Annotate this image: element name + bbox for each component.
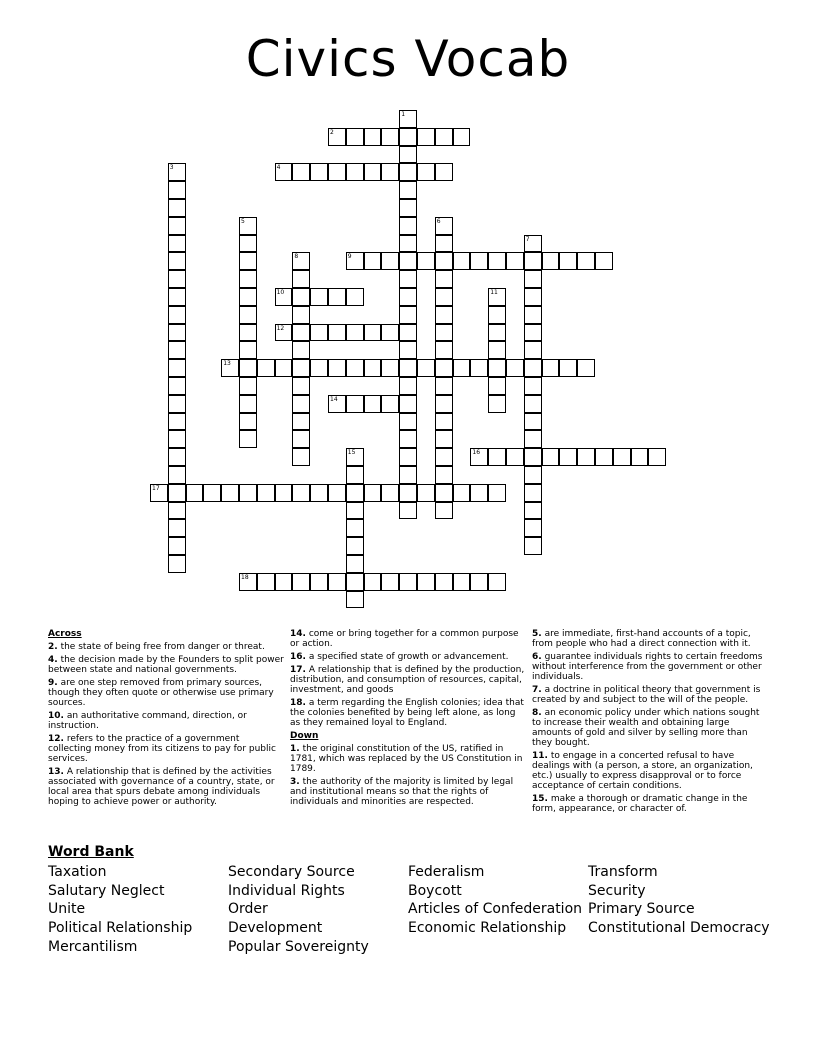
crossword-cell[interactable]	[168, 181, 186, 199]
cell-number: 18	[241, 573, 249, 581]
cell-number: 14	[330, 395, 338, 403]
crossword-cell[interactable]	[310, 573, 328, 591]
crossword-cell[interactable]	[292, 359, 310, 377]
page-title: Civics Vocab	[245, 30, 571, 88]
crossword-cell[interactable]	[346, 555, 364, 573]
crossword-cell[interactable]	[399, 484, 417, 502]
crossword-cell[interactable]	[399, 341, 417, 359]
cell-number: 12	[276, 324, 285, 332]
crossword-cell[interactable]	[168, 377, 186, 395]
crossword-cell[interactable]	[417, 484, 435, 502]
crossword-cell[interactable]	[239, 484, 257, 502]
crossword-cell[interactable]	[435, 306, 453, 324]
crossword-cell[interactable]	[399, 502, 417, 520]
crossword-cell[interactable]	[346, 573, 364, 591]
crossword-cell[interactable]	[577, 252, 595, 270]
crossword-cell[interactable]	[435, 359, 453, 377]
word-bank-item: Primary Source	[588, 901, 695, 917]
crossword-cell[interactable]	[435, 270, 453, 288]
crossword-cell[interactable]	[453, 359, 471, 377]
crossword-cell[interactable]	[399, 466, 417, 484]
crossword-cell[interactable]	[470, 573, 488, 591]
crossword-cell[interactable]	[292, 448, 310, 466]
crossword-cell[interactable]	[488, 359, 506, 377]
crossword-cell[interactable]	[364, 359, 382, 377]
crossword-cell[interactable]	[346, 537, 364, 555]
crossword-cell[interactable]	[168, 484, 186, 502]
crossword-cell[interactable]	[435, 377, 453, 395]
cell-number: 17	[152, 484, 160, 492]
clue-across-18: 18. a term regarding the English colonies; idea that the colonies benefited by being left alone, as long as they remained loyal to England.	[290, 698, 524, 728]
crossword-cell[interactable]	[168, 448, 186, 466]
crossword-cell[interactable]	[399, 163, 417, 181]
crossword-cell[interactable]	[399, 395, 417, 413]
cell-number: 15	[347, 449, 356, 457]
crossword-cell[interactable]	[275, 359, 293, 377]
crossword-cell[interactable]	[524, 359, 542, 377]
crossword-cell[interactable]	[524, 448, 542, 466]
crossword-cell[interactable]	[239, 324, 257, 342]
crossword-cell[interactable]	[399, 359, 417, 377]
crossword-cell[interactable]	[364, 484, 382, 502]
crossword-cell[interactable]	[346, 324, 364, 342]
crossword-cell[interactable]	[524, 502, 542, 520]
cell-number: 1	[401, 111, 406, 118]
word-bank-item: Articles of Confederation	[408, 901, 583, 917]
crossword-cell[interactable]	[364, 252, 382, 270]
crossword-cell[interactable]	[524, 288, 542, 306]
crossword-cell[interactable]	[346, 519, 364, 537]
cell-number: 5	[241, 217, 245, 225]
crossword-cell[interactable]	[381, 252, 399, 270]
crossword-cell[interactable]	[328, 573, 346, 591]
crossword-cell[interactable]	[524, 466, 542, 484]
word-bank-item: Political Relationship	[48, 920, 193, 936]
crossword-cell[interactable]	[488, 484, 506, 502]
crossword-cell[interactable]	[435, 288, 453, 306]
crossword-cell[interactable]	[292, 163, 310, 181]
crossword-cell[interactable]	[168, 252, 186, 270]
crossword-cell[interactable]	[435, 484, 453, 502]
crossword-cell[interactable]	[364, 128, 382, 146]
crossword-cell[interactable]	[488, 395, 506, 413]
crossword-cell[interactable]	[435, 502, 453, 520]
crossword-cell[interactable]	[417, 163, 435, 181]
crossword-cell[interactable]	[399, 430, 417, 448]
crossword-cell[interactable]	[168, 555, 186, 573]
crossword-cell[interactable]	[239, 395, 257, 413]
word-bank-item: Salutary Neglect	[48, 883, 165, 899]
crossword-cell[interactable]	[310, 288, 328, 306]
crossword-cell[interactable]	[168, 413, 186, 431]
crossword-cell[interactable]	[470, 252, 488, 270]
crossword-cell[interactable]	[346, 163, 364, 181]
crossword-cell[interactable]	[453, 573, 471, 591]
crossword-cell[interactable]	[435, 413, 453, 431]
crossword-cell[interactable]	[168, 288, 186, 306]
crossword-cell[interactable]	[239, 359, 257, 377]
crossword-cell[interactable]	[381, 359, 399, 377]
crossword-cell[interactable]	[168, 430, 186, 448]
crossword-cell[interactable]	[488, 573, 506, 591]
crossword-cell[interactable]	[239, 430, 257, 448]
clues-column-2	[290, 629, 528, 810]
word-bank-item: Order	[228, 901, 268, 917]
crossword-cell[interactable]	[381, 573, 399, 591]
crossword-cell[interactable]	[577, 359, 595, 377]
crossword-cell[interactable]	[168, 341, 186, 359]
crossword-cell[interactable]	[506, 252, 524, 270]
crossword-cell[interactable]	[488, 252, 506, 270]
crossword-cell[interactable]	[524, 270, 542, 288]
cell-number: 7	[525, 235, 530, 243]
crossword-cell[interactable]	[559, 448, 577, 466]
clue-down-6: 6. guarantee individuals rights to certain freedoms without interference from the government or other individuals.	[532, 652, 763, 682]
crossword-cell[interactable]	[292, 395, 310, 413]
crossword-cell[interactable]	[257, 573, 275, 591]
cell-number: 8	[294, 253, 299, 261]
across-header: Across	[48, 629, 82, 639]
crossword-cell[interactable]	[435, 395, 453, 413]
crossword-cell[interactable]	[257, 359, 275, 377]
word-bank-item: Security	[588, 883, 646, 899]
crossword-cell[interactable]	[364, 395, 382, 413]
crossword-cell[interactable]	[168, 395, 186, 413]
crossword-cell[interactable]	[292, 324, 310, 342]
crossword-cell[interactable]	[399, 270, 417, 288]
crossword-cell[interactable]	[559, 252, 577, 270]
crossword-cell[interactable]	[292, 430, 310, 448]
cell-number: 16	[472, 449, 481, 457]
crossword-cell[interactable]	[417, 573, 435, 591]
crossword-cell[interactable]	[524, 537, 542, 555]
down-header: Down	[290, 731, 319, 741]
crossword-cell[interactable]	[168, 324, 186, 342]
word-bank-item: Taxation	[48, 864, 107, 880]
word-bank-item: Mercantilism	[48, 939, 138, 955]
crossword-cell[interactable]	[435, 163, 453, 181]
clue-across-9: 9. are one step removed from primary sources, though they often quote or otherwise use primary sources.	[48, 678, 274, 708]
crossword-cell[interactable]	[417, 359, 435, 377]
cell-number: 13	[223, 360, 231, 368]
crossword-cell[interactable]	[524, 413, 542, 431]
clue-across-2: 2. the state of being free from danger or threat.	[48, 642, 265, 652]
crossword-cell[interactable]	[506, 359, 524, 377]
clue-down-7: 7. a doctrine in political theory that government is created by and subject to the will of the people.	[532, 685, 761, 705]
crossword-cell[interactable]	[399, 199, 417, 217]
crossword-cell[interactable]	[381, 163, 399, 181]
crossword-cell[interactable]	[328, 324, 346, 342]
crossword-cell[interactable]	[346, 466, 364, 484]
crossword-cell[interactable]	[399, 146, 417, 164]
crossword-cell[interactable]	[542, 359, 560, 377]
crossword-cell[interactable]	[168, 306, 186, 324]
crossword-cell[interactable]	[364, 163, 382, 181]
crossword-cell[interactable]	[595, 252, 613, 270]
cell-number: 2	[330, 128, 334, 136]
crossword-cell[interactable]	[488, 448, 506, 466]
crossword-cell[interactable]	[364, 573, 382, 591]
crossword-cell[interactable]	[399, 324, 417, 342]
clue-down-3: 3. the authority of the majority is limited by legal and institutional means so that the rights of individuals and minorities are respected.	[290, 777, 514, 807]
word-bank-item: Boycott	[408, 883, 462, 899]
crossword-cell[interactable]	[435, 341, 453, 359]
crossword-cell[interactable]	[328, 484, 346, 502]
crossword-cell[interactable]	[524, 395, 542, 413]
crossword-cell[interactable]	[399, 252, 417, 270]
crossword-cell[interactable]	[239, 306, 257, 324]
crossword-cell[interactable]	[524, 306, 542, 324]
crossword-cell[interactable]	[239, 377, 257, 395]
cell-number: 11	[490, 289, 498, 296]
crossword-cell[interactable]	[488, 306, 506, 324]
crossword-cell[interactable]	[381, 395, 399, 413]
crossword-cell[interactable]	[399, 217, 417, 235]
crossword-cell[interactable]	[435, 324, 453, 342]
word-bank-item: Popular Sovereignty	[228, 939, 369, 955]
crossword-cell[interactable]	[168, 519, 186, 537]
crossword-cell[interactable]	[648, 448, 666, 466]
crossword-cell[interactable]	[417, 128, 435, 146]
crossword-cell[interactable]	[435, 448, 453, 466]
cell-number: 4	[276, 164, 281, 172]
word-bank-item: Federalism	[408, 864, 485, 880]
crossword-cell[interactable]	[328, 288, 346, 306]
crossword-cell[interactable]	[239, 413, 257, 431]
crossword-cell[interactable]	[346, 359, 364, 377]
crossword-cell[interactable]	[524, 377, 542, 395]
crossword-cell[interactable]	[310, 484, 328, 502]
crossword-cell[interactable]	[488, 324, 506, 342]
clue-down-15: 15. make a thorough or dramatic change in the form, appearance, or character of.	[532, 794, 748, 814]
crossword-cell[interactable]	[595, 448, 613, 466]
crossword-cell[interactable]	[292, 306, 310, 324]
crossword-cell[interactable]	[435, 573, 453, 591]
crossword-cell[interactable]	[364, 324, 382, 342]
crossword-cell[interactable]	[399, 235, 417, 253]
crossword-cell[interactable]	[435, 466, 453, 484]
crossword-cell[interactable]	[453, 252, 471, 270]
crossword-cell[interactable]	[239, 235, 257, 253]
crossword-cell[interactable]	[168, 235, 186, 253]
crossword-cell[interactable]	[168, 502, 186, 520]
word-bank-item: Unite	[48, 901, 86, 917]
crossword-cell[interactable]	[577, 448, 595, 466]
crossword-cell[interactable]	[275, 484, 293, 502]
crossword-cell[interactable]	[488, 377, 506, 395]
clue-across-13: 13. A relationship that is defined by the activities associated with governance of a country, state, or local area that spurs debate among individuals hoping to achieve power or authority.	[48, 767, 275, 807]
crossword-cell[interactable]	[168, 217, 186, 235]
crossword-cell[interactable]	[221, 484, 239, 502]
crossword-cell[interactable]	[310, 324, 328, 342]
crossword-cell[interactable]	[435, 128, 453, 146]
crossword-cell[interactable]	[399, 377, 417, 395]
crossword-cell[interactable]	[524, 484, 542, 502]
clues-column-1	[48, 629, 284, 810]
crossword-cell[interactable]	[346, 484, 364, 502]
crossword-cell[interactable]	[399, 288, 417, 306]
crossword-cell[interactable]	[292, 484, 310, 502]
clue-down-11: 11. to engage in a concerted refusal to have dealings with (a person, a store, an organization, etc.) usually to express disapproval or to force acceptance of certain conditions.	[532, 751, 753, 791]
clue-across-14: 14. come or bring together for a common purpose or action.	[290, 629, 519, 649]
crossword-cell[interactable]	[168, 359, 186, 377]
word-bank-item: Development	[228, 920, 323, 936]
crossword-cell[interactable]	[399, 306, 417, 324]
crossword-cell[interactable]	[310, 359, 328, 377]
crossword-cell[interactable]	[203, 484, 221, 502]
word-bank-item: Constitutional Democracy	[588, 920, 770, 936]
crossword-cell[interactable]	[453, 128, 471, 146]
cell-number: 9	[347, 253, 352, 261]
clue-down-5: 5. are immediate, first-hand accounts of a topic, from people who had a direct connection with it.	[532, 629, 751, 649]
crossword-cell[interactable]	[399, 181, 417, 199]
crossword-cell[interactable]	[453, 484, 471, 502]
crossword-cell[interactable]	[346, 591, 364, 609]
crossword-cell[interactable]	[239, 341, 257, 359]
word-bank-title: Word Bank	[48, 844, 134, 860]
crossword-cell[interactable]	[470, 359, 488, 377]
crossword-cell[interactable]	[435, 252, 453, 270]
word-bank-item: Individual Rights	[228, 883, 345, 899]
crossword-cell[interactable]	[399, 413, 417, 431]
crossword-cell[interactable]	[524, 252, 542, 270]
word-bank-item: Transform	[588, 864, 658, 880]
clue-across-16: 16. a specified state of growth or advancement.	[290, 652, 509, 662]
crossword-cell[interactable]	[292, 288, 310, 306]
crossword-cell[interactable]	[559, 359, 577, 377]
crossword-cell[interactable]	[328, 163, 346, 181]
crossword-cell[interactable]	[524, 519, 542, 537]
crossword-cell[interactable]	[381, 128, 399, 146]
crossword-cell[interactable]	[542, 252, 560, 270]
crossword-cell[interactable]	[292, 377, 310, 395]
crossword-cell[interactable]	[292, 573, 310, 591]
crossword-cell[interactable]	[488, 341, 506, 359]
crossword-cell[interactable]	[381, 324, 399, 342]
crossword-cell[interactable]	[631, 448, 649, 466]
crossword-cell[interactable]	[435, 235, 453, 253]
clue-across-4: 4. the decision made by the Founders to split power between state and national governments.	[48, 655, 284, 675]
crossword-cell[interactable]	[346, 502, 364, 520]
crossword-cell[interactable]	[346, 288, 364, 306]
crossword-cell[interactable]	[239, 252, 257, 270]
crossword-cell[interactable]	[381, 484, 399, 502]
clue-across-12: 12. refers to the practice of a government collecting money from its citizens to pay for public services.	[48, 734, 276, 764]
crossword-cell[interactable]	[292, 341, 310, 359]
crossword-cell[interactable]	[417, 252, 435, 270]
crossword-cell[interactable]	[186, 484, 204, 502]
crossword-cell[interactable]	[435, 430, 453, 448]
crossword-cell[interactable]	[524, 341, 542, 359]
crossword-cell[interactable]	[524, 324, 542, 342]
cell-number: 3	[169, 164, 174, 172]
crossword-cell[interactable]	[346, 395, 364, 413]
crossword-cell[interactable]	[239, 288, 257, 306]
crossword-cell[interactable]	[399, 128, 417, 146]
crossword-cell[interactable]	[524, 430, 542, 448]
cell-number: 10	[276, 289, 285, 296]
clue-across-10: 10. an authoritative command, direction, or instruction.	[48, 711, 247, 731]
crossword-cell[interactable]	[168, 466, 186, 484]
crossword-cell[interactable]	[257, 484, 275, 502]
crossword-cell[interactable]	[310, 163, 328, 181]
crossword-cell[interactable]	[399, 448, 417, 466]
word-bank-item: Secondary Source	[228, 864, 355, 880]
crossword-cell[interactable]	[168, 199, 186, 217]
crossword-cell[interactable]	[292, 270, 310, 288]
crossword-cell[interactable]	[399, 573, 417, 591]
clue-down-8: 8. an economic policy under which nations sought to increase their wealth and obtaining large amounts of gold and silver by selling more than they bought.	[532, 708, 760, 748]
crossword-cell[interactable]	[542, 448, 560, 466]
clues-column-3	[532, 629, 770, 817]
clue-down-1: 1. the original constitution of the US, ratified in 1781, which was replaced by the US Constitution in 1789.	[290, 744, 523, 774]
crossword-cell[interactable]	[613, 448, 631, 466]
crossword-cell[interactable]	[239, 270, 257, 288]
crossword-cell[interactable]	[470, 484, 488, 502]
crossword-cell[interactable]	[292, 413, 310, 431]
cell-number: 6	[436, 217, 441, 225]
crossword-cell[interactable]	[506, 448, 524, 466]
word-bank-item: Economic Relationship	[408, 920, 567, 936]
crossword-cell[interactable]	[168, 270, 186, 288]
crossword-cell[interactable]	[346, 128, 364, 146]
clue-across-17: 17. A relationship that is defined by the production, distribution, and consumption of resources, capital, investment, and goods	[290, 665, 525, 695]
crossword-cell[interactable]	[275, 573, 293, 591]
crossword-cell[interactable]	[328, 359, 346, 377]
crossword-cell[interactable]	[168, 537, 186, 555]
